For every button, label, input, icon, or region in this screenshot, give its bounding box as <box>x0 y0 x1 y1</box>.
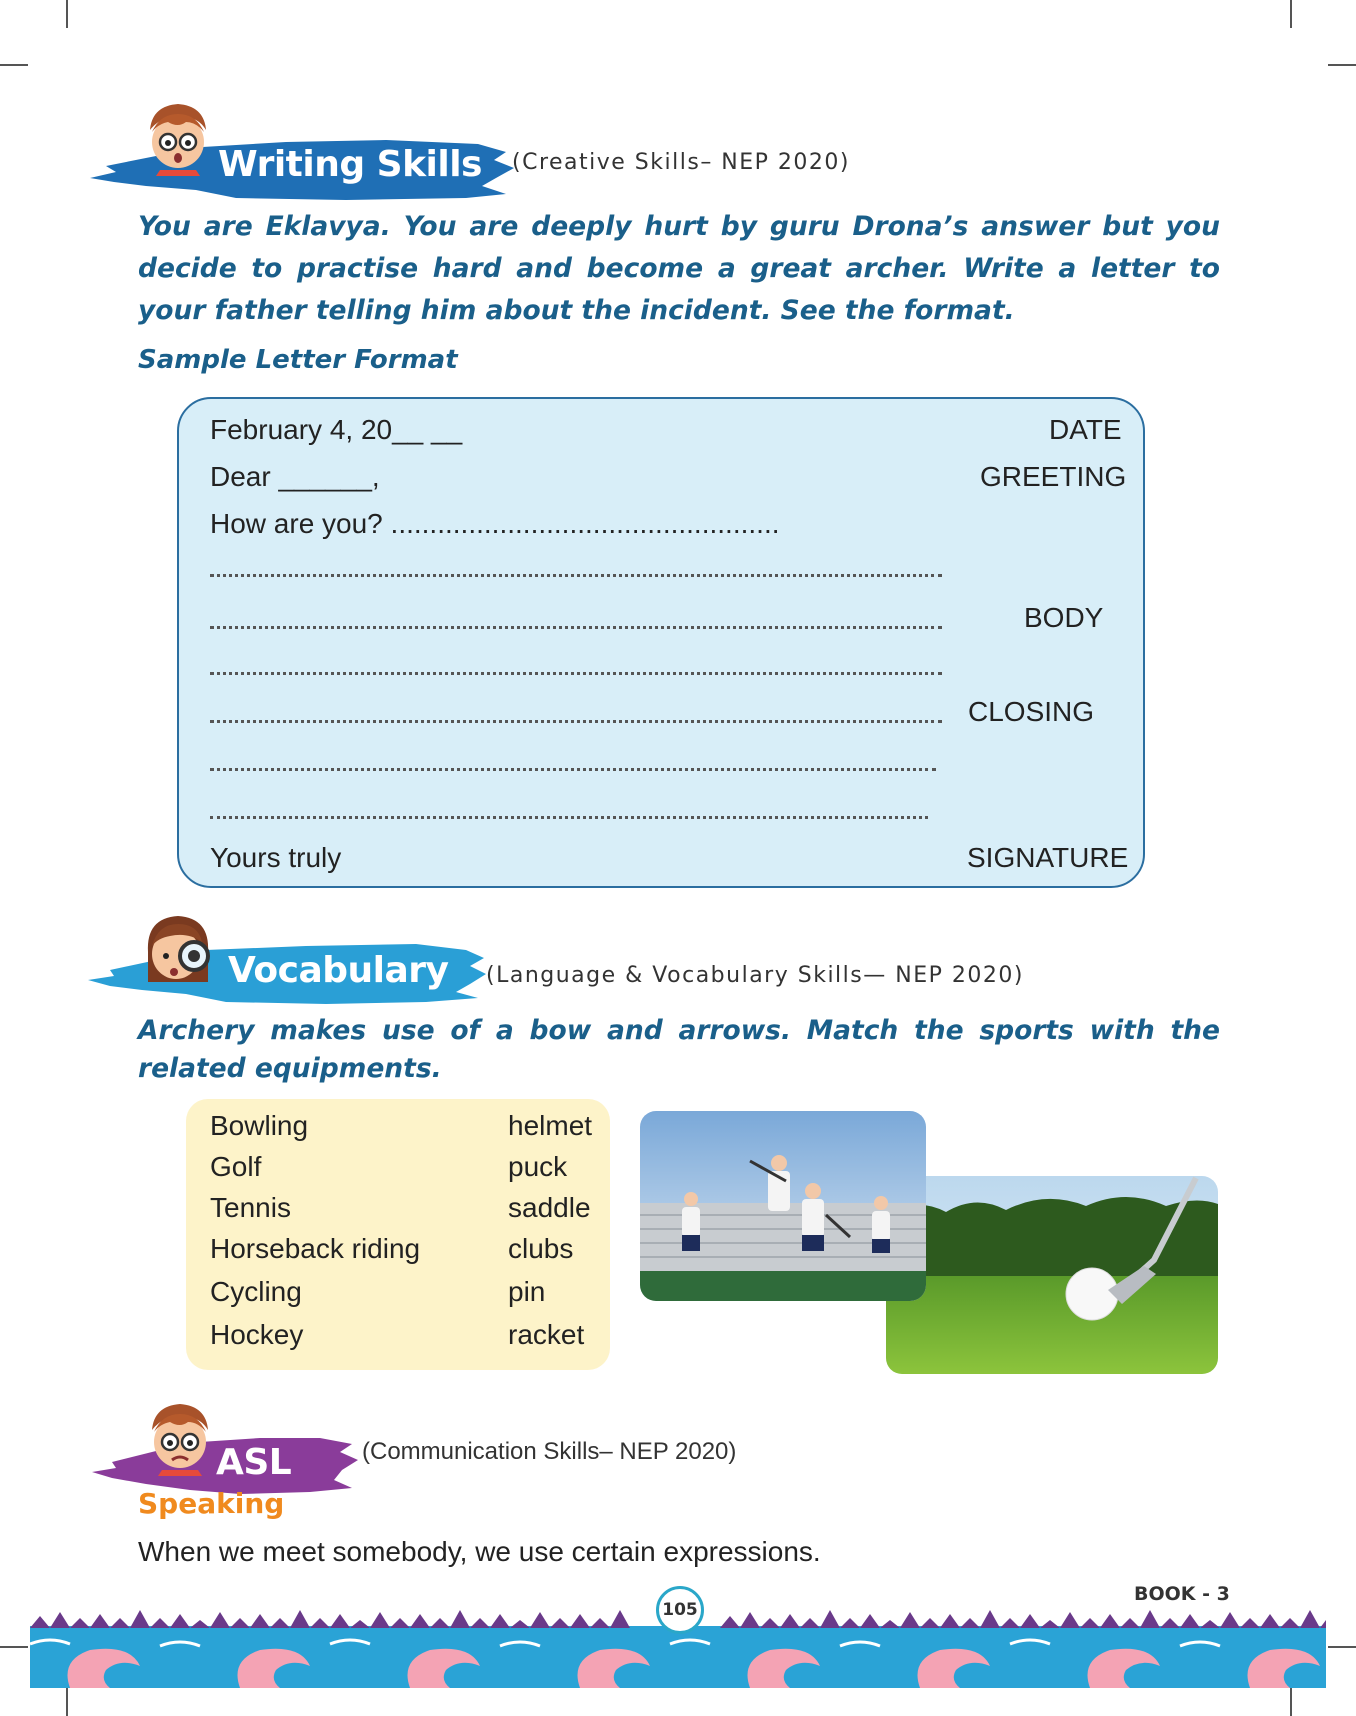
sport-item: Cycling <box>210 1276 302 1307</box>
golf-ball-photo <box>886 1176 1218 1374</box>
body-line <box>210 816 928 819</box>
crop-mark <box>66 0 68 28</box>
equipment-item: racket <box>508 1319 585 1350</box>
equipment-item: puck <box>508 1151 568 1182</box>
letter-date-line: February 4, 20__ __ <box>210 414 463 445</box>
body-line <box>210 672 942 675</box>
label-signature: SIGNATURE <box>967 842 1129 873</box>
body-line <box>210 720 942 723</box>
vocabulary-prompt: Archery makes use of a bow and arrows. Match the sports with the related equipments. <box>138 1015 1220 1084</box>
equipment-item: helmet <box>508 1110 593 1141</box>
label-closing: CLOSING <box>968 696 1095 727</box>
writing-skills-subtitle: (Creative Skills– NEP 2020) <box>512 150 850 175</box>
hockey-players-photo <box>640 1111 926 1301</box>
crop-mark <box>66 1688 68 1716</box>
crop-mark <box>0 1646 28 1648</box>
asl-subtitle: (Communication Skills– NEP 2020) <box>362 1438 737 1465</box>
label-date: DATE <box>1049 414 1122 445</box>
vocabulary-subtitle: (Language & Vocabulary Skills— NEP 2020) <box>486 963 1024 988</box>
sport-item: Tennis <box>210 1192 291 1223</box>
frowning-boy-avatar <box>142 1400 218 1476</box>
letter-opening-line: How are you? .................................................. <box>210 508 780 539</box>
book-label: BOOK - 3 <box>1134 1583 1230 1605</box>
writing-prompt: You are Eklavya. You are deeply hurt by guru Drona’s answer but you decide to practise hard and become a great archer. Write a letter to your father telling him about the incident. See the format. <box>138 211 1220 326</box>
sport-item: Horseback riding <box>210 1233 421 1264</box>
sample-letter-heading: Sample Letter Format <box>138 345 458 375</box>
body-line <box>210 768 936 771</box>
crop-mark <box>1290 0 1292 28</box>
body-line <box>210 626 942 629</box>
label-greeting: GREETING <box>980 461 1127 492</box>
body-line <box>210 574 942 577</box>
crop-mark <box>1290 1688 1292 1716</box>
speaking-text: When we meet somebody, we use certain expressions. <box>138 1536 821 1567</box>
equipment-item: pin <box>508 1276 546 1307</box>
sport-item: Bowling <box>210 1110 309 1141</box>
equipment-item: clubs <box>508 1233 574 1264</box>
boy-with-glasses-avatar <box>140 100 216 176</box>
asl-title: ASL <box>216 1442 292 1483</box>
sport-item: Hockey <box>210 1319 304 1350</box>
crop-mark <box>0 64 28 66</box>
equipment-item: saddle <box>508 1192 591 1223</box>
girl-with-magnifier-avatar <box>140 912 216 988</box>
label-body: BODY <box>1024 602 1104 633</box>
speaking-heading: Speaking <box>138 1487 285 1520</box>
page-number-badge: 105 <box>656 1586 704 1634</box>
vocabulary-title: Vocabulary <box>228 950 449 991</box>
crop-mark <box>1328 64 1356 66</box>
sport-item: Golf <box>210 1151 262 1182</box>
crop-mark <box>1328 1646 1356 1648</box>
writing-skills-title: Writing Skills <box>218 144 482 185</box>
letter-greeting-line: Dear ______, <box>210 461 380 492</box>
letter-closing-line: Yours truly <box>210 842 342 873</box>
